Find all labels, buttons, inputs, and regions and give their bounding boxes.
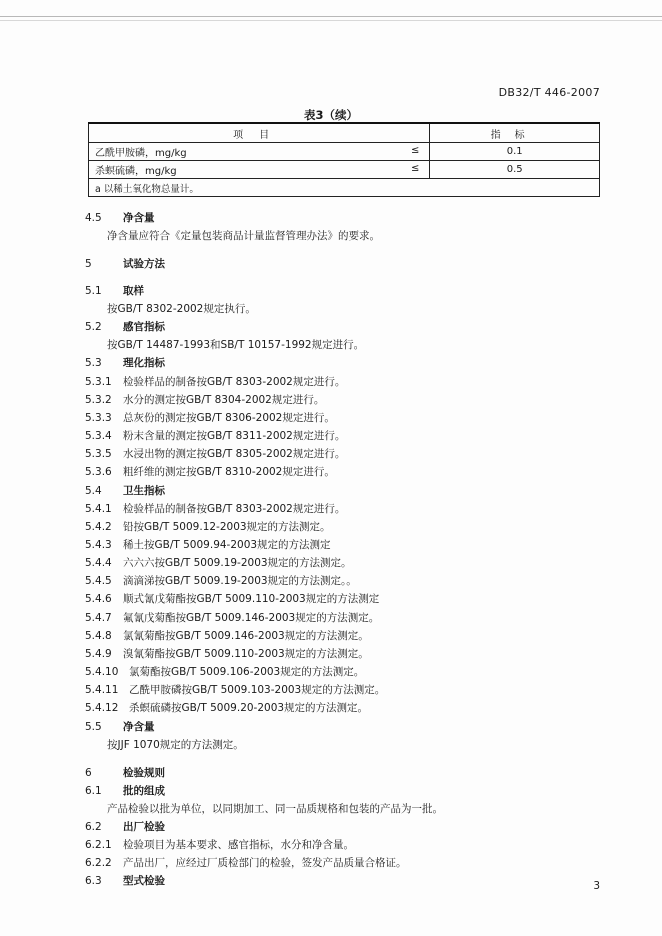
section-text: 粉末含量的测定按GB/T 8311-2002规定进行。 <box>123 430 346 442</box>
operator-symbol: ≤ <box>410 163 420 174</box>
section-number: 6.2.1 <box>85 839 112 851</box>
section-number: 5.3.2 <box>85 394 112 406</box>
section-number: 5.4.3 <box>85 539 112 551</box>
document-id: DB32/T 446-2007 <box>498 86 600 99</box>
section-number: 6.1 <box>85 785 102 797</box>
section-text: 氯氰菊酯按GB/T 5009.146-2003规定的方法测定。 <box>123 630 369 642</box>
section-heading: 净含量 <box>123 721 155 733</box>
section-line <box>85 410 335 425</box>
section-line <box>85 256 165 271</box>
section-line <box>85 464 335 479</box>
table-cell-value: 0.1 <box>430 143 600 161</box>
section-line <box>85 819 165 834</box>
section-line <box>85 719 155 734</box>
section-text: 铅按GB/T 5009.12-2003规定的方法测定。 <box>123 521 331 533</box>
section-number: 5.3 <box>85 357 102 369</box>
section-text: 六六六按GB/T 5009.19-2003规定的方法测定。 <box>123 557 352 569</box>
section-number: 5.4.10 <box>85 666 119 678</box>
section-text: 乙酰甲胺磷按GB/T 5009.103-2003规定的方法测定。 <box>129 684 386 696</box>
section-number: 5.4.8 <box>85 630 112 642</box>
section-number: 5.4.4 <box>85 557 112 569</box>
section-heading: 理化指标 <box>123 357 165 369</box>
section-line <box>85 283 144 298</box>
column-header-item: 项目 <box>89 123 430 143</box>
section-number: 5.4 <box>85 485 102 497</box>
section-heading: 取样 <box>123 285 144 297</box>
section-text: 总灰份的测定按GB/T 8306-2002规定进行。 <box>123 412 335 424</box>
section-line <box>85 682 385 697</box>
section-text: 产品出厂，应经过厂质检部门的检验，签发产品质量合格证。 <box>123 857 407 869</box>
section-line <box>85 392 324 407</box>
section-heading: 试验方法 <box>123 258 165 270</box>
section-heading: 型式检验 <box>123 875 165 887</box>
table-row <box>89 161 600 179</box>
section-number: 5.4.12 <box>85 702 119 714</box>
section-number: 5 <box>85 258 92 270</box>
section-number: 5.3.6 <box>85 466 112 478</box>
section-line <box>85 483 165 498</box>
section-text: 产品检验以批为单位，以同期加工、同一品质规格和包装的产品为一批。 <box>107 803 443 815</box>
section-number: 6.3 <box>85 875 102 887</box>
section-number: 5.4.6 <box>85 593 112 605</box>
table-footnote-row <box>89 179 600 197</box>
page-number: 3 <box>593 880 600 892</box>
section-line <box>85 355 165 370</box>
section-line <box>85 573 357 588</box>
section-heading: 批的组成 <box>123 785 165 797</box>
item-name: 乙酰甲胺磷，mg/kg <box>95 148 187 159</box>
table-footnote: a 以稀土氧化物总量计。 <box>89 179 600 197</box>
section-text: 按GB/T 14487-1993和SB/T 10157-1992规定进行。 <box>107 339 365 351</box>
paragraph-line <box>107 301 256 316</box>
section-text: 按GB/T 8302-2002规定执行。 <box>107 303 256 315</box>
section-number: 5.4.9 <box>85 648 112 660</box>
section-number: 5.4.2 <box>85 521 112 533</box>
paragraph-line <box>107 737 244 752</box>
section-heading: 感官指标 <box>123 321 165 333</box>
table-cell-item <box>89 143 430 161</box>
section-line <box>85 446 345 461</box>
section-heading: 卫生指标 <box>123 485 165 497</box>
section-line <box>85 374 345 389</box>
section-text: 稀土按GB/T 5009.94-2003规定的方法测定 <box>123 539 331 551</box>
section-number: 5.3.1 <box>85 376 112 388</box>
paragraph-line <box>107 801 443 816</box>
section-line <box>85 519 331 534</box>
table-cell-value: 0.5 <box>430 161 600 179</box>
section-text: 溴氰菊酯按GB/T 5009.110-2003规定的方法测定。 <box>123 648 369 660</box>
header-rule <box>0 16 662 17</box>
section-text: 杀螟硫磷按GB/T 5009.20-2003规定的方法测定。 <box>129 702 369 714</box>
table-caption: 表3（续） <box>303 108 358 122</box>
section-text: 水浸出物的测定按GB/T 8305-2002规定进行。 <box>123 448 346 460</box>
section-text: 水分的测定按GB/T 8304-2002规定进行。 <box>123 394 325 406</box>
section-line <box>85 646 369 661</box>
section-text: 滴滴涕按GB/T 5009.19-2003规定的方法测定。。 <box>123 575 357 587</box>
section-number: 5.3.4 <box>85 430 112 442</box>
section-text: 检验项目为基本要求、感官指标，水分和净含量。 <box>123 839 354 851</box>
section-number: 4.5 <box>85 212 102 224</box>
section-number: 5.5 <box>85 721 102 733</box>
section-heading: 检验规则 <box>123 767 165 779</box>
section-number: 5.4.1 <box>85 503 112 515</box>
section-line <box>85 428 345 443</box>
section-line <box>85 664 364 679</box>
section-text: 氟氰戊菊酯按GB/T 5009.146-2003规定的方法测定。 <box>123 612 380 624</box>
section-number: 5.1 <box>85 285 102 297</box>
section-line <box>85 210 155 225</box>
section-line <box>85 591 379 606</box>
section-number: 5.3.3 <box>85 412 112 424</box>
section-line <box>85 873 165 888</box>
section-number: 6 <box>85 767 92 779</box>
spec-table <box>88 122 600 197</box>
section-number: 5.4.11 <box>85 684 119 696</box>
section-heading: 净含量 <box>123 212 155 224</box>
section-line <box>85 628 369 643</box>
section-line <box>85 610 379 625</box>
section-text: 净含量应符合《定量包装商品计量监督管理办法》的要求。 <box>107 230 380 242</box>
section-text: 顺式氰戊菊酯按GB/T 5009.110-2003规定的方法测定 <box>123 593 380 605</box>
section-number: 5.4.5 <box>85 575 112 587</box>
operator-symbol: ≤ <box>410 145 420 156</box>
header-rule-secondary <box>0 20 662 21</box>
section-text: 氯菊酯按GB/T 5009.106-2003规定的方法测定。 <box>129 666 365 678</box>
column-header-value: 指标 <box>430 123 600 143</box>
section-number: 6.2.2 <box>85 857 112 869</box>
table-header-row <box>89 123 600 143</box>
section-line <box>85 319 165 334</box>
section-number: 5.2 <box>85 321 102 333</box>
section-line <box>85 555 352 570</box>
section-line <box>85 765 165 780</box>
paragraph-line <box>107 228 380 243</box>
paragraph-line <box>107 337 364 352</box>
item-name: 杀螟硫磷，mg/kg <box>95 166 177 177</box>
section-text: 按JJF 1070规定的方法测定。 <box>107 739 244 751</box>
table-row <box>89 143 600 161</box>
section-number: 5.4.7 <box>85 612 112 624</box>
section-number: 6.2 <box>85 821 102 833</box>
section-heading: 出厂检验 <box>123 821 165 833</box>
section-line <box>85 700 368 715</box>
section-line <box>85 783 165 798</box>
section-text: 检验样品的制备按GB/T 8303-2002规定进行。 <box>123 376 346 388</box>
section-number: 5.3.5 <box>85 448 112 460</box>
section-line <box>85 537 331 552</box>
table-cell-item <box>89 161 430 179</box>
section-line <box>85 501 345 516</box>
section-text: 粗纤维的测定按GB/T 8310-2002规定进行。 <box>123 466 335 478</box>
section-line <box>85 855 407 870</box>
section-line <box>85 837 354 852</box>
section-text: 检验样品的制备按GB/T 8303-2002规定进行。 <box>123 503 346 515</box>
